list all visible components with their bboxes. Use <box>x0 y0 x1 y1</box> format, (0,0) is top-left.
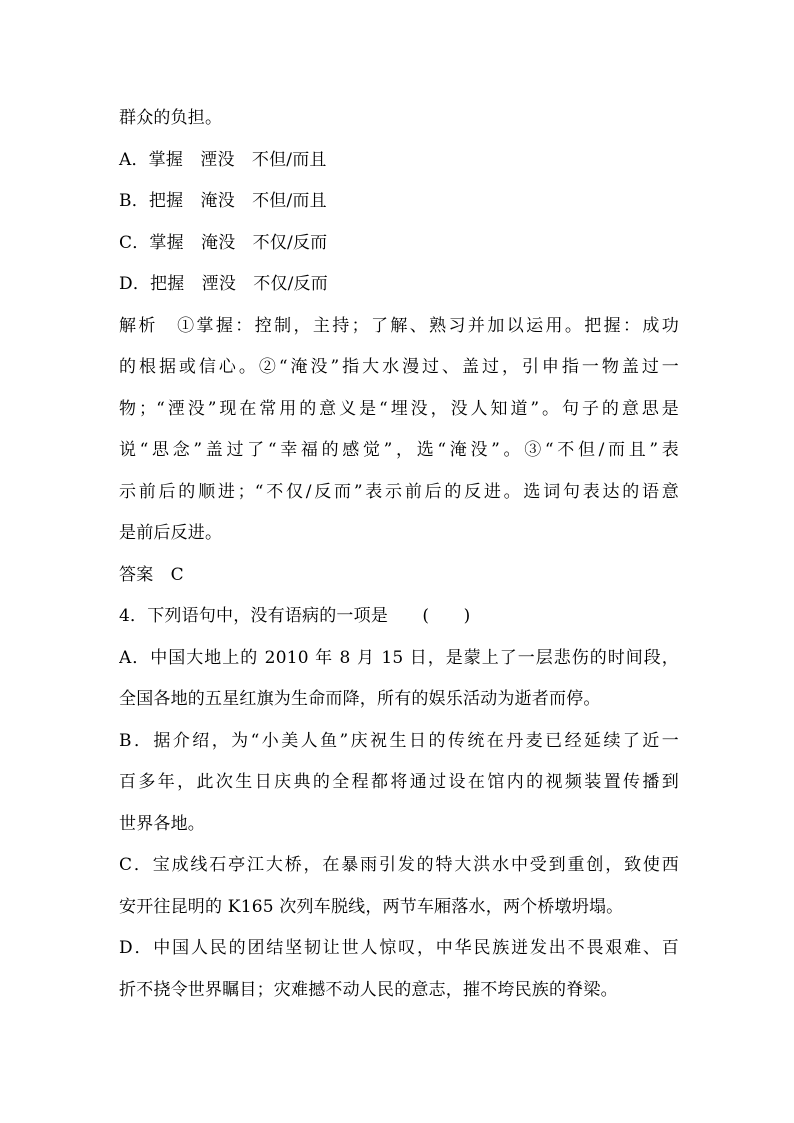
analysis-line-1: 解析 ①掌握：控制，主持；了解、熟习并加以运用。把握：成功 <box>119 315 679 336</box>
q4-option-b-line-2: 百多年，此次生日庆典的全程都将通过设在馆内的视频装置传播到 <box>119 772 679 792</box>
q4-option-c-line-2: 安开往昆明的 K165 次列车脱线，两节车厢落水，两个桥墩坍塌。 <box>119 896 624 917</box>
answer-line: 答案 C <box>119 564 184 585</box>
analysis-line-6: 是前后反进。 <box>119 523 223 543</box>
analysis-line-5: 示前后的顺进；“不仅/反而”表示前后的反进。选词句表达的语意 <box>119 481 679 502</box>
q4-option-d-line-2: 折不挠令世界瞩目；灾难撼不动人民的意志，摧不垮民族的脊梁。 <box>119 979 618 1000</box>
q4-option-d-line-1: D．中国人民的团结坚韧让世人惊叹，中华民族迸发出不畏艰难、百 <box>119 938 679 958</box>
option-a-line: A．掌握 湮没 不但/而且 <box>119 149 327 170</box>
option-b-line: B．把握 淹没 不但/而且 <box>119 191 327 211</box>
analysis-line-2: 的根据或信心。②“淹没”指大水漫过、盖过，引申指一物盖过一 <box>119 357 679 377</box>
q4-option-b-line-3: 世界各地。 <box>119 813 205 834</box>
document-body <box>119 98 679 1011</box>
analysis-line-3: 物；“湮没”现在常用的意义是“埋没，没人知道”。句子的意思是 <box>119 398 679 419</box>
text-line-1: 群众的负担。 <box>119 108 223 128</box>
analysis-line-4: 说“思念”盖过了“幸福的感觉”，选“淹没”。③“不但/而且”表 <box>119 440 679 460</box>
q4-option-a-line-1: A．中国大地上的 2010 年 8 月 15 日，是蒙上了一层悲伤的时间段， <box>119 647 679 668</box>
q4-option-b-line-1: B．据介绍，为“小美人鱼”庆祝生日的传统在丹麦已经延续了近一 <box>119 730 679 751</box>
question-4-stem: 4．下列语句中，没有语病的一项是 ( ) <box>119 606 471 626</box>
option-d-line: D．把握 湮没 不仅/反而 <box>119 274 328 294</box>
option-c-line: C．掌握 淹没 不仅/反而 <box>119 232 328 253</box>
q4-option-a-line-2: 全国各地的五星红旗为生命而降，所有的娱乐活动为逝者而停。 <box>119 689 601 709</box>
q4-option-c-line-1: C．宝成线石亭江大桥，在暴雨引发的特大洪水中受到重创，致使西 <box>119 855 679 875</box>
